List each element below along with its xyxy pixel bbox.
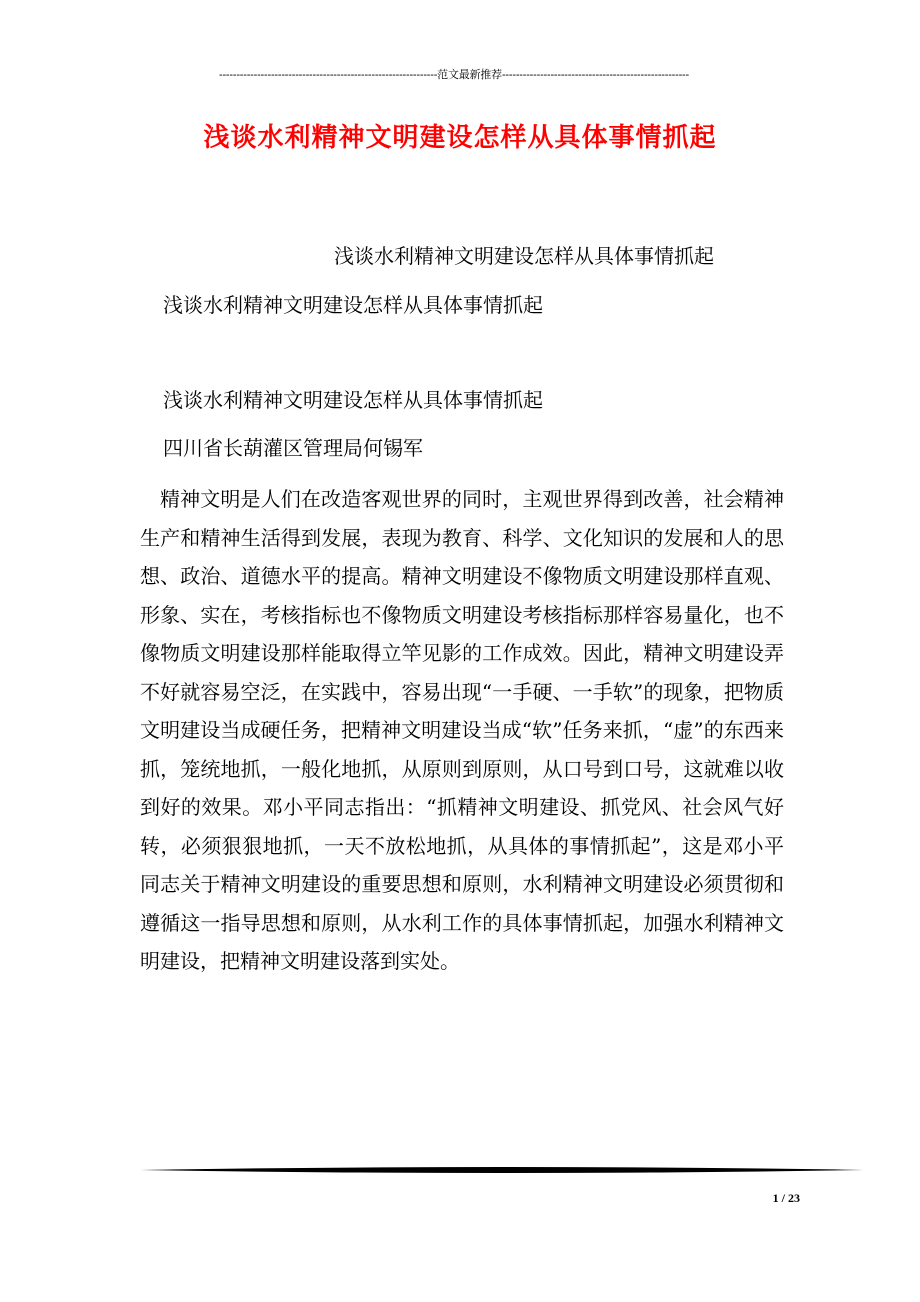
footer-divider: [140, 1165, 864, 1175]
subtitle-right: 浅谈水利精神文明建设怎样从具体事情抓起: [334, 244, 714, 268]
header-banner: ---------------------------------------------------------------范文最新推荐------------------------------------------------------: [219, 69, 689, 81]
repeated-title-line-2: 浅谈水利精神文明建设怎样从具体事情抓起: [163, 388, 543, 412]
document-title: 浅谈水利精神文明建设怎样从具体事情抓起: [203, 123, 717, 153]
author-line: 四川省长葫灌区管理局何锡军: [163, 436, 423, 460]
repeated-title-line-1: 浅谈水利精神文明建设怎样从具体事情抓起: [163, 293, 543, 317]
body-paragraph: 精神文明是人们在改造客观世界的同时，主观世界得到改善，社会精神生产和精神生活得到发展，表现为教育、科学、文化知识的发展和人的思想、政治、道德水平的提高。精神文明建设不像物质文明建设那样直观、形象、实在，考核指标也不像物质文明建设考核指标那样容易量化，也不像物质文明建设那样能取得立竿见影的工作成效。因此，精神文明建设弄不好就容易空泛，在实践中，容易出现“一手硬、一手软”的现象，把物质文明建设当成硬任务，把精神文明建设当成“软”任务来抓，“虚”的东西来抓，笼统地抓，一般化地抓，从原则到原则，从口号到口号，这就难以收到好的效果。邓小平同志指出：“抓精神文明建设、抓党风、社会风气好转，必须狠狠地抓，一天不放松地抓，从具体的事情抓起”，这是邓小平同志关于精神文明建设的重要思想和原则，水利精神文明建设必须贯彻和遵循这一指导思想和原则，从水利工作的具体事情抓起，加强水利精神文明建设，把精神文明建设落到实处。: [140, 487, 784, 973]
page-indicator: 1 / 23: [772, 1191, 800, 1205]
